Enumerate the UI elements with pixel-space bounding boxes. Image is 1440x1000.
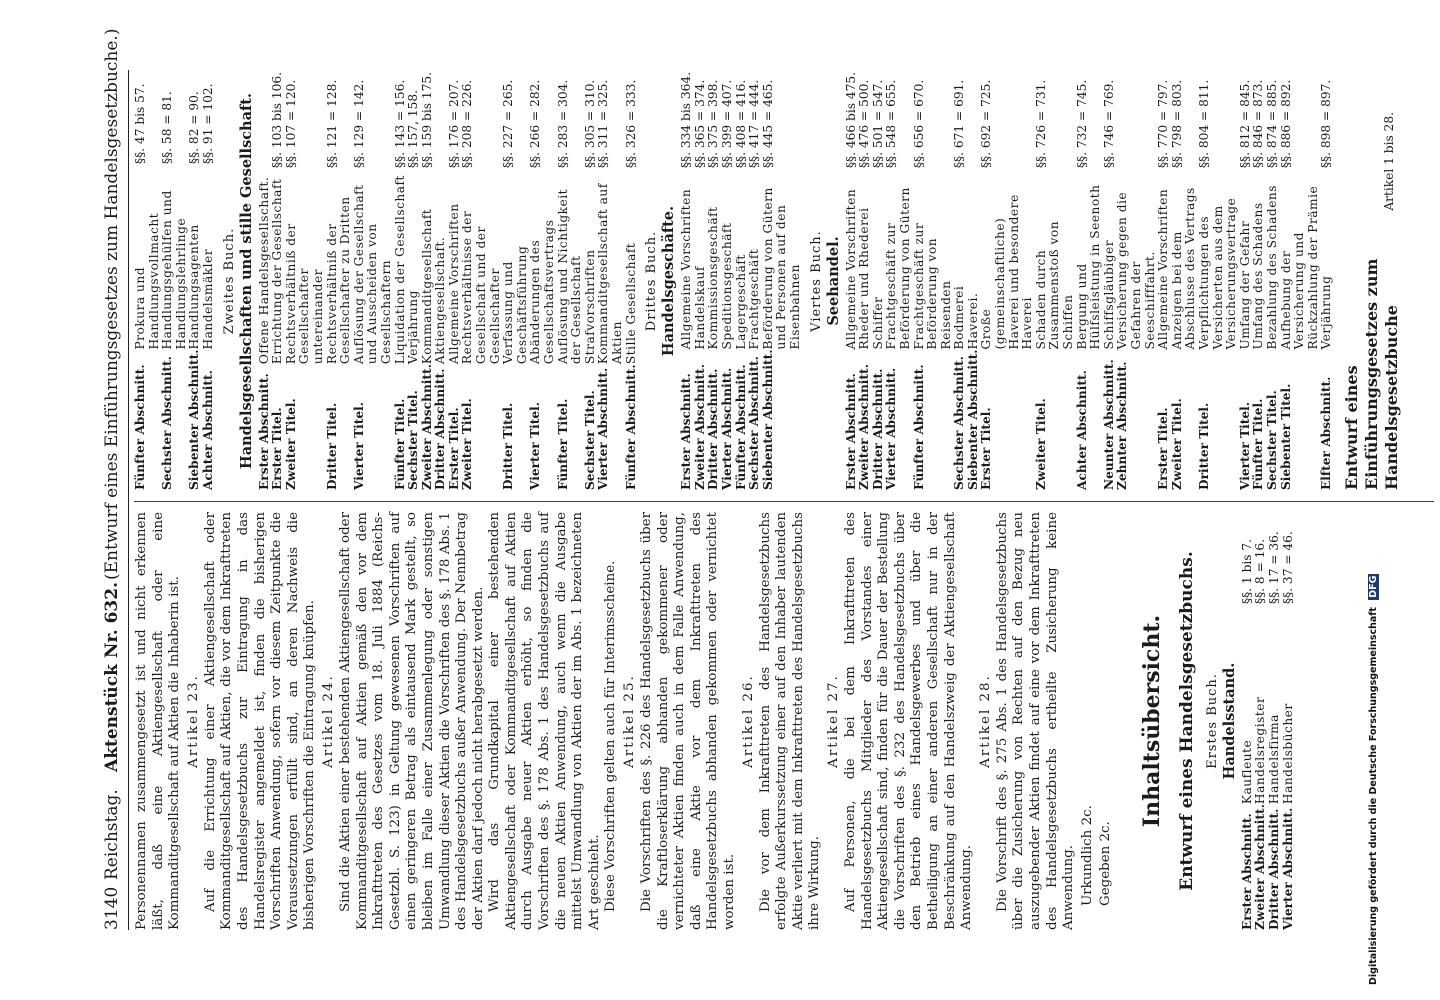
toc-title: Schaden durch Zusammenstoß von Schiffen bbox=[1033, 220, 1076, 350]
toc-paragraphs: §§. 159 bis 175. bbox=[419, 72, 434, 169]
toc-label: Achter Abschnitt. bbox=[200, 370, 215, 490]
toc-paragraphs: §§. 157, 158. bbox=[406, 89, 421, 169]
toc-row bbox=[845, 72, 859, 490]
toc-row bbox=[188, 72, 202, 490]
toc-label: Fünfter Abschnitt. bbox=[623, 364, 638, 490]
toc-label: Dritter Titel. bbox=[324, 402, 339, 490]
article-paragraph: Wird das Grundkapital einer bestehenden Aktiengesellschaft oder Kommanditgesellschaft auf Aktien durch Ausgabe neuer Aktien erhöht, so finden die Vorschriften des §. 178 Abs. 1 des Handelsgesetzbuchs auf die neuen Aktien Anwendung, auch wenn die Ausgabe mittelst Umwandlung von Aktien der im Abs. 1 bezeichneten Art geschieht. bbox=[487, 512, 602, 930]
toc-label: Dritter Abschnitt. bbox=[433, 368, 448, 490]
toc-row bbox=[502, 72, 529, 490]
toc-paragraphs: §§. 283 = 304. bbox=[555, 79, 570, 169]
toc-row bbox=[1035, 72, 1076, 490]
toc-label: Erster Titel. bbox=[1156, 407, 1171, 490]
toc-row bbox=[258, 72, 272, 490]
toc-paragraphs: §§. 8 = 16. bbox=[1253, 538, 1268, 604]
toc-title: Bezahlung des Schadens bbox=[1264, 184, 1279, 350]
toc-label: Siebenter Titel. bbox=[1278, 383, 1293, 490]
toc-label: Sechster Abschnitt. bbox=[160, 356, 175, 490]
toc-title: Bergung und Hülfsleistung in Seenoth bbox=[1074, 184, 1103, 350]
toc-row bbox=[748, 72, 762, 490]
book4-label: Viertes Buch. bbox=[808, 230, 824, 332]
right-column bbox=[134, 72, 1434, 490]
toc-title: Frachtgeschäft bbox=[747, 248, 762, 350]
toc-label: Siebenter Abschnitt. bbox=[965, 349, 980, 490]
toc-paragraphs: §§. 466 bis 475. bbox=[843, 72, 858, 169]
closing-line-2: Gegeben 2c. bbox=[1098, 821, 1114, 906]
toc-book1-part1 bbox=[1241, 512, 1295, 930]
toc-label: Zweiter Abschnitt. bbox=[419, 364, 434, 490]
toc-label: Fünfter Titel. bbox=[1251, 398, 1266, 490]
toc-row bbox=[285, 72, 326, 490]
toc-paragraphs: §§. 692 = 725. bbox=[979, 79, 994, 169]
toc-paragraphs: §§. 143 = 156. bbox=[392, 79, 407, 169]
toc-title: Allgemeine Vorschriften bbox=[679, 188, 694, 350]
toc-paragraphs: §§. 326 = 333. bbox=[623, 79, 638, 169]
book1-label: Erstes Buch. bbox=[1204, 673, 1220, 769]
article-heading: Artikel 23. bbox=[185, 674, 201, 768]
toc-title: Liquidation der Gesellschaft bbox=[392, 175, 407, 365]
article-paragraph: Diese Vorschriften gelten auch für Interimsscheine. bbox=[603, 560, 619, 912]
toc-label: Dritter Abschnitt. bbox=[1267, 808, 1282, 930]
article-heading: Artikel 28. bbox=[977, 674, 993, 768]
toc-row bbox=[161, 72, 188, 490]
toc-row bbox=[202, 72, 216, 490]
page-number: 3140 bbox=[102, 886, 122, 930]
toc-row bbox=[448, 72, 462, 490]
toc-row bbox=[1157, 72, 1171, 490]
toc-row bbox=[953, 72, 967, 490]
toc-paragraphs: §§. 91 = 102. bbox=[200, 83, 215, 164]
toc-row bbox=[134, 72, 161, 490]
toc-row bbox=[407, 72, 421, 490]
toc-row bbox=[967, 72, 981, 490]
toc-row bbox=[858, 72, 872, 490]
toc-title: Handlungsagenten bbox=[187, 224, 202, 350]
column-divider bbox=[134, 501, 1434, 502]
dfg-logo: DFG bbox=[1368, 575, 1379, 598]
toc-row bbox=[557, 72, 584, 490]
toc-row bbox=[885, 72, 912, 490]
toc-paragraphs: §§. 732 = 745. bbox=[1074, 79, 1089, 169]
article-paragraph: Auf die Errichtung einer Aktiengesellschaft oder Kommanditgesellschaft auf Aktien, die vor dem Inkrafttreten des Handelsgesetzbuchs zur Eintragung in das Handelsregister angemeldet ist, finden die bisherigen Vorschriften Anwendung, sofern vor diesem Zeitpunkte die Voraussetzungen erfüllt sind, an deren Nachweis die bisherigen Vorschriften die Eintragung knüpfen. bbox=[202, 512, 318, 930]
toc-book2 bbox=[258, 72, 639, 490]
toc-title: Verfassung und Geschäftsführung bbox=[501, 245, 529, 365]
overview-title: Inhaltsübersicht. bbox=[1138, 614, 1165, 828]
toc-row bbox=[735, 72, 749, 490]
toc-title: Offene Handelsgesellschaft. bbox=[256, 176, 271, 365]
toc-paragraphs: §§. 37 = 46. bbox=[1280, 531, 1295, 604]
toc-row bbox=[326, 72, 353, 490]
toc-title: Rechtsverhältniß der Gesellschafter zu Dritten bbox=[324, 196, 353, 365]
toc-label: Fünfter Titel. bbox=[555, 398, 570, 490]
toc-row bbox=[872, 72, 886, 490]
toc-paragraphs: §§. 311 = 325. bbox=[596, 79, 611, 169]
toc-row bbox=[913, 72, 954, 490]
toc-paragraphs: §§. 656 = 670. bbox=[911, 79, 926, 169]
toc-label: Fünfter Abschnitt. bbox=[133, 364, 147, 490]
page-header bbox=[100, 28, 126, 930]
toc-paragraphs: §§. 408 = 416. bbox=[733, 79, 748, 169]
toc-paragraphs: §§. 770 = 797. bbox=[1156, 79, 1171, 169]
articles-list bbox=[185, 512, 1078, 930]
toc-title: Strafvorschriften bbox=[582, 249, 597, 365]
toc-label: Zweiter Titel. bbox=[1169, 398, 1184, 490]
toc-label: Fünfter Titel. bbox=[392, 398, 407, 490]
toc-paragraphs: §§. 334 bis 364. bbox=[679, 72, 694, 169]
toc-title: Abänderungen des Gesellschaftsvertrags bbox=[528, 219, 557, 365]
toc-label: Zweiter Titel. bbox=[460, 398, 475, 490]
overview-subtitle: Entwurf eines Handelsgesetzbuchs. bbox=[1176, 551, 1197, 891]
toc-row bbox=[434, 72, 448, 490]
toc-paragraphs: §§. 266 = 282. bbox=[528, 79, 543, 169]
toc-label: Vierter Abschnitt. bbox=[596, 367, 611, 490]
toc-title: Schiffer bbox=[870, 296, 885, 350]
document-number: Aktenstück Nr. 632. bbox=[102, 581, 122, 772]
toc-paragraphs: §§. 82 = 90. bbox=[187, 91, 202, 164]
toc-title: Beförderung von Gütern und Personen auf den Eisenbahnen bbox=[760, 187, 802, 350]
toc-title: Rheder und Rhederei bbox=[857, 207, 872, 350]
article-heading: Artikel 25. bbox=[622, 674, 638, 768]
toc-title: Errichtung der Gesellschaft bbox=[270, 178, 285, 365]
toc-paragraphs: §§. 208 = 226. bbox=[460, 79, 475, 169]
article-paragraph: Auf Personen, die bei dem Inkrafttreten des Handelsgesetzbuchs Mitglieder des Vorstandes einer Aktiengesellschaft sind, finden für die Dauer der Bestellung die Vorschriften des §. 232 des Handelsgesetzbuchs über den Betrieb eines Handelsgewerbes und über die Betheiligung an einer anderen Gesellschaft nur in der Beschränkung auf den Handelszweig der Aktiengesellschaft Anwendung. bbox=[842, 512, 975, 930]
toc-row bbox=[1239, 72, 1253, 490]
toc-title: Rechtsverhältniß der Gesellschafter untereinander bbox=[283, 223, 325, 365]
toc-row bbox=[461, 72, 502, 490]
book4-title: Seehandel. bbox=[824, 236, 842, 326]
final-range: Artikel 1 bis 28. bbox=[1381, 112, 1396, 211]
book3-title: Handelsgeschäfte. bbox=[660, 205, 678, 357]
header-rule bbox=[128, 70, 129, 930]
book3-label: Drittes Buch. bbox=[644, 230, 660, 332]
toc-label: Siebenter Abschnitt. bbox=[187, 349, 202, 490]
toc-label: Sechster Abschnitt. bbox=[952, 356, 967, 490]
toc-title: Anzeigen bei dem Abschlusse des Vertrags bbox=[1169, 187, 1198, 350]
article-heading: Artikel 24. bbox=[320, 674, 336, 768]
toc-row bbox=[421, 72, 435, 490]
toc-paragraphs: §§. 671 = 691. bbox=[952, 79, 967, 169]
toc-label: Erster Titel. bbox=[270, 407, 285, 490]
toc-row bbox=[1320, 72, 1334, 490]
toc-paragraphs: §§. 107 = 120. bbox=[283, 79, 298, 169]
toc-paragraphs: §§. 726 = 731. bbox=[1033, 79, 1048, 169]
left-column bbox=[134, 512, 1434, 930]
toc-row bbox=[1171, 72, 1198, 490]
toc-row bbox=[1198, 72, 1239, 490]
toc-label: Vierter Titel. bbox=[351, 401, 366, 490]
toc-label: Erster Abschnitt. bbox=[843, 373, 858, 490]
article-paragraph: Die Vorschrift des §. 275 Abs. 1 des Handelsgesetzbuchs über die Zusicherung von Rechten auf den Bezug neu auszugebender Aktien findet auf eine vor dem Inkrafttreten des Handelsgesetzbuchs ertheilte Zusicherung keine Anwendung. bbox=[994, 512, 1077, 930]
toc-title: Schiffsgläubiger bbox=[1101, 239, 1116, 350]
toc-row bbox=[1268, 512, 1282, 930]
toc-label: Sechster Titel. bbox=[406, 390, 421, 490]
toc-book1-part2 bbox=[134, 72, 216, 490]
toc-label: Erster Abschnitt. bbox=[679, 373, 694, 490]
toc-paragraphs: §§. 176 = 207. bbox=[446, 79, 461, 169]
toc-title: Handelsmäkler bbox=[200, 248, 215, 350]
toc-paragraphs: §§. 129 = 142. bbox=[351, 79, 366, 169]
toc-title: Große (gemeinschaftliche) Haverei und besondere Haverei bbox=[979, 194, 1035, 350]
closing-line-1: Urkundlich 2c. bbox=[1079, 805, 1095, 906]
toc-title: Stille Gesellschaft bbox=[623, 242, 638, 365]
toc-row bbox=[1076, 72, 1103, 490]
digitization-imprint bbox=[1368, 0, 1382, 985]
toc-row bbox=[1241, 512, 1255, 930]
toc-row bbox=[980, 72, 1034, 490]
toc-title: Verjährung bbox=[406, 290, 421, 365]
toc-label: Siebenter Abschnitt. bbox=[760, 349, 775, 490]
toc-title: Aufhebung der Versicherung und Rückzahlung der Prämie bbox=[1278, 185, 1320, 350]
toc-label: Sechster Titel. bbox=[1264, 390, 1279, 490]
chamber-name: Reichstag. bbox=[102, 789, 122, 880]
toc-title: Umfang der Gefahr bbox=[1237, 220, 1252, 350]
book2-label: Zweites Buch. bbox=[221, 227, 237, 335]
toc-paragraphs: §§. 746 = 769. bbox=[1101, 79, 1116, 169]
toc-paragraphs: §§. 874 = 885. bbox=[1264, 79, 1279, 169]
toc-paragraphs: §§. 121 = 128. bbox=[324, 79, 339, 169]
toc-row bbox=[680, 72, 694, 490]
toc-title: Kaufleute bbox=[1239, 739, 1254, 805]
toc-title: Prokura und Handlungsvollmacht bbox=[133, 212, 161, 350]
toc-title: Umfang des Schadens bbox=[1251, 202, 1266, 350]
toc-row bbox=[1280, 72, 1321, 490]
toc-row bbox=[1252, 72, 1266, 490]
toc-label: Zweiter Abschnitt. bbox=[692, 364, 707, 490]
toc-book4 bbox=[845, 72, 1334, 490]
toc-paragraphs: §§. 476 = 500. bbox=[857, 79, 872, 169]
rotated-page bbox=[100, 28, 1440, 930]
toc-paragraphs: §§. 501 = 547. bbox=[870, 79, 885, 169]
toc-title: Kommanditgesellschaft bbox=[419, 208, 434, 365]
toc-title: Auflösung und Nichtigkeit der Gesellschaft bbox=[555, 188, 584, 365]
toc-title: Haverei. bbox=[965, 292, 980, 350]
toc-label: Dritter Abschnitt. bbox=[870, 368, 885, 490]
toc-label: Elfter Abschnitt. bbox=[1319, 376, 1334, 490]
article-paragraph: Die vor dem Inkrafttreten des Handelsgesetzbuchs erfolgte Außerkurssetzung einer auf den Inhaber lautenden Aktie verliert mit dem Inkrafttreten des Handelsgesetzbuchs ihre Wirkung. bbox=[757, 512, 823, 930]
toc-title: Allgemeine Vorschriften bbox=[446, 203, 461, 365]
toc-paragraphs bbox=[258, 72, 272, 174]
toc-title: Kommanditgesellschaft auf Aktien bbox=[596, 183, 624, 365]
toc-row bbox=[1103, 72, 1117, 490]
toc-label: Vierter Abschnitt. bbox=[884, 367, 899, 490]
toc-title: Auflösung der Gesellschaft und Ausscheiden von Gesellschaftern bbox=[351, 184, 393, 365]
toc-label: Erster Titel. bbox=[446, 407, 461, 490]
toc-row bbox=[353, 72, 394, 490]
toc-title: Frachtgeschäft zur Beförderung von Gütern bbox=[884, 187, 912, 350]
toc-paragraphs: §§. 399 = 407. bbox=[719, 79, 734, 169]
toc-book3 bbox=[680, 72, 802, 490]
article-heading: Artikel 26. bbox=[740, 674, 756, 768]
toc-label: Erster Titel. bbox=[979, 407, 994, 490]
toc-paragraphs: §§. 445 = 465. bbox=[760, 79, 775, 169]
toc-row bbox=[762, 72, 803, 490]
toc-paragraphs: §§. 886 = 892. bbox=[1278, 79, 1293, 169]
toc-title: Handlungsgehülfen und Handlungslehrlinge bbox=[160, 190, 188, 350]
toc-row bbox=[694, 72, 708, 490]
toc-title: Versicherung gegen die Gefahren der Seeschifffahrt. bbox=[1115, 191, 1157, 350]
toc-row bbox=[625, 72, 639, 490]
toc-label: Erster Abschnitt. bbox=[1239, 813, 1254, 930]
toc-label: Achter Abschnitt. bbox=[1074, 370, 1089, 490]
book1-title: Handelsstand. bbox=[1220, 662, 1238, 780]
toc-paragraphs: §§. 898 = 897. bbox=[1319, 79, 1334, 169]
toc-row bbox=[707, 72, 721, 490]
toc-paragraphs: §§. 417 = 444. bbox=[747, 79, 762, 169]
toc-row bbox=[394, 72, 408, 490]
toc-title: Aktiengesellschaft. bbox=[433, 236, 448, 365]
book2-title: Handelsgesellschaften und stille Gesellschaft. bbox=[237, 93, 255, 469]
toc-label: Vierter Abschnitt. bbox=[1280, 807, 1295, 930]
final-title: Entwurf eines Einführungsgesetzes zum Handelsgesetzbuche bbox=[1341, 258, 1401, 490]
toc-label: Zweiter Titel. bbox=[283, 398, 298, 490]
toc-paragraphs: §§. 548 = 655. bbox=[884, 79, 899, 169]
toc-paragraphs: §§. 365 = 374. bbox=[692, 79, 707, 169]
toc-paragraphs bbox=[967, 72, 981, 174]
toc-paragraphs bbox=[1116, 72, 1157, 174]
toc-title: Allgemeine Vorschriften bbox=[843, 188, 858, 350]
toc-paragraphs: §§. 804 = 811. bbox=[1196, 79, 1211, 169]
toc-row bbox=[271, 72, 285, 490]
toc-label: Zehnter Abschnitt. bbox=[1115, 361, 1130, 490]
toc-row bbox=[1116, 72, 1157, 490]
toc-title: Verjährung bbox=[1319, 275, 1334, 350]
toc-title: Frachtgeschäft zur Beförderung von Reisenden bbox=[911, 222, 953, 350]
toc-label: Erster Abschnitt. bbox=[256, 373, 271, 490]
toc-row bbox=[1266, 72, 1280, 490]
toc-paragraphs: §§. 798 = 803. bbox=[1169, 79, 1184, 169]
toc-title: Speditionsgeschäft bbox=[719, 222, 734, 350]
article-heading: Artikel 27. bbox=[825, 674, 841, 768]
toc-label: Zweiter Titel. bbox=[1033, 398, 1048, 490]
toc-paragraphs: §§. 58 = 81. bbox=[160, 91, 175, 164]
toc-paragraphs: §§. 375 = 398. bbox=[706, 79, 721, 169]
running-title: (Entwurf eines Einführungsgesetzes zum Handelsgesetzbuche.) bbox=[102, 28, 122, 580]
toc-label: Vierter Titel. bbox=[528, 401, 543, 490]
toc-paragraphs: §§. 227 = 265. bbox=[501, 79, 516, 169]
toc-title: Allgemeine Vorschriften bbox=[1156, 188, 1171, 350]
toc-paragraphs: §§. 47 bis 57. bbox=[133, 83, 147, 164]
toc-paragraphs: §§. 17 = 36. bbox=[1267, 531, 1282, 604]
article-paragraph: Die Vorschriften des §. 226 des Handelsgesetzbuchs über die Kraftloserklärung abhanden gekommener oder vernichteter Aktien finden auch in dem Falle Anwendung, daß eine Aktie vor dem Inkrafttreten des Handelsgesetzbuchs abhanden gekommen oder vernichtet worden ist. bbox=[639, 512, 737, 930]
toc-label: Vierter Titel. bbox=[1237, 401, 1252, 490]
toc-label: Neunter Abschnitt. bbox=[1101, 359, 1116, 490]
toc-title: Lagergeschäft bbox=[733, 254, 748, 350]
toc-row bbox=[1282, 512, 1296, 930]
toc-label: Fünfter Abschnitt. bbox=[733, 364, 748, 490]
toc-row bbox=[1254, 512, 1268, 930]
toc-paragraphs: §§. 1 bis 7. bbox=[1239, 538, 1254, 604]
toc-row bbox=[597, 72, 624, 490]
toc-paragraphs: §§. 103 bis 106. bbox=[270, 72, 285, 169]
toc-label: Sechster Abschnitt. bbox=[747, 356, 762, 490]
toc-paragraphs bbox=[434, 72, 448, 174]
toc-title: Bodmerei bbox=[952, 285, 967, 350]
toc-label: Zweiter Abschnitt. bbox=[1253, 804, 1268, 930]
toc-title: Handelsregister bbox=[1253, 696, 1268, 805]
toc-row bbox=[529, 72, 556, 490]
toc-row bbox=[721, 72, 735, 490]
toc-label: Dritter Titel. bbox=[501, 402, 516, 490]
toc-title: Handelsbücher bbox=[1280, 703, 1295, 805]
toc-label: Dritter Abschnitt. bbox=[706, 368, 721, 490]
article-paragraph: Sind die Aktien einer bestehenden Aktiengesellschaft oder Kommanditgesellschaft auf Aktien gemäß den vor dem Inkrafttreten des Gesetzes vom 18. Juli 1884 (Reichs-Gesetzbl. S. 123) in Geltung gewesenen Vorschriften auf einen geringeren Betrag als eintausend Mark gestellt, so bleiben im Falle einer Zusammenlegung oder sonstigen Umwandlung dieser Aktien die Vorschriften des §. 178 Abs. 1 des Handelsgesetzbuchs außer Anwendung. Der Nennbetrag der Aktien darf jedoch nicht herabgesetzt werden. bbox=[337, 512, 486, 930]
toc-paragraphs: §§. 846 = 873. bbox=[1251, 79, 1266, 169]
imprint-text: Digitalisierung gefördert durch die Deutsche Forschungsgemeinschaft bbox=[1368, 607, 1379, 985]
toc-row bbox=[584, 72, 598, 490]
intro-paragraph: Personennamen zusammengesetzt ist und nicht erkennen läßt, daß eine Aktiengesellschaft oder eine Kommanditgesellschaft auf Aktien die Inhaberin ist. bbox=[134, 512, 183, 930]
toc-title: Rechtsverhältnisse der Gesellschaft und der Gesellschafter bbox=[460, 210, 502, 365]
toc-title: Handelsfirma bbox=[1267, 714, 1282, 805]
toc-label: Sechster Titel. bbox=[582, 390, 597, 490]
toc-label: Zweiter Abschnitt. bbox=[857, 364, 872, 490]
toc-title: Kommissionsgeschäft bbox=[706, 206, 721, 350]
toc-title: Handelskauf bbox=[692, 266, 707, 350]
toc-paragraphs: §§. 812 = 845. bbox=[1237, 79, 1252, 169]
toc-label: Dritter Titel. bbox=[1196, 402, 1211, 490]
toc-label: Fünfter Abschnitt. bbox=[911, 364, 926, 490]
toc-paragraphs: §§. 305 = 310. bbox=[582, 79, 597, 169]
toc-title: Verpflichtungen des Versicherten aus dem Versicherungsvertrage bbox=[1196, 197, 1239, 350]
toc-label: Vierter Abschnitt. bbox=[719, 367, 734, 490]
